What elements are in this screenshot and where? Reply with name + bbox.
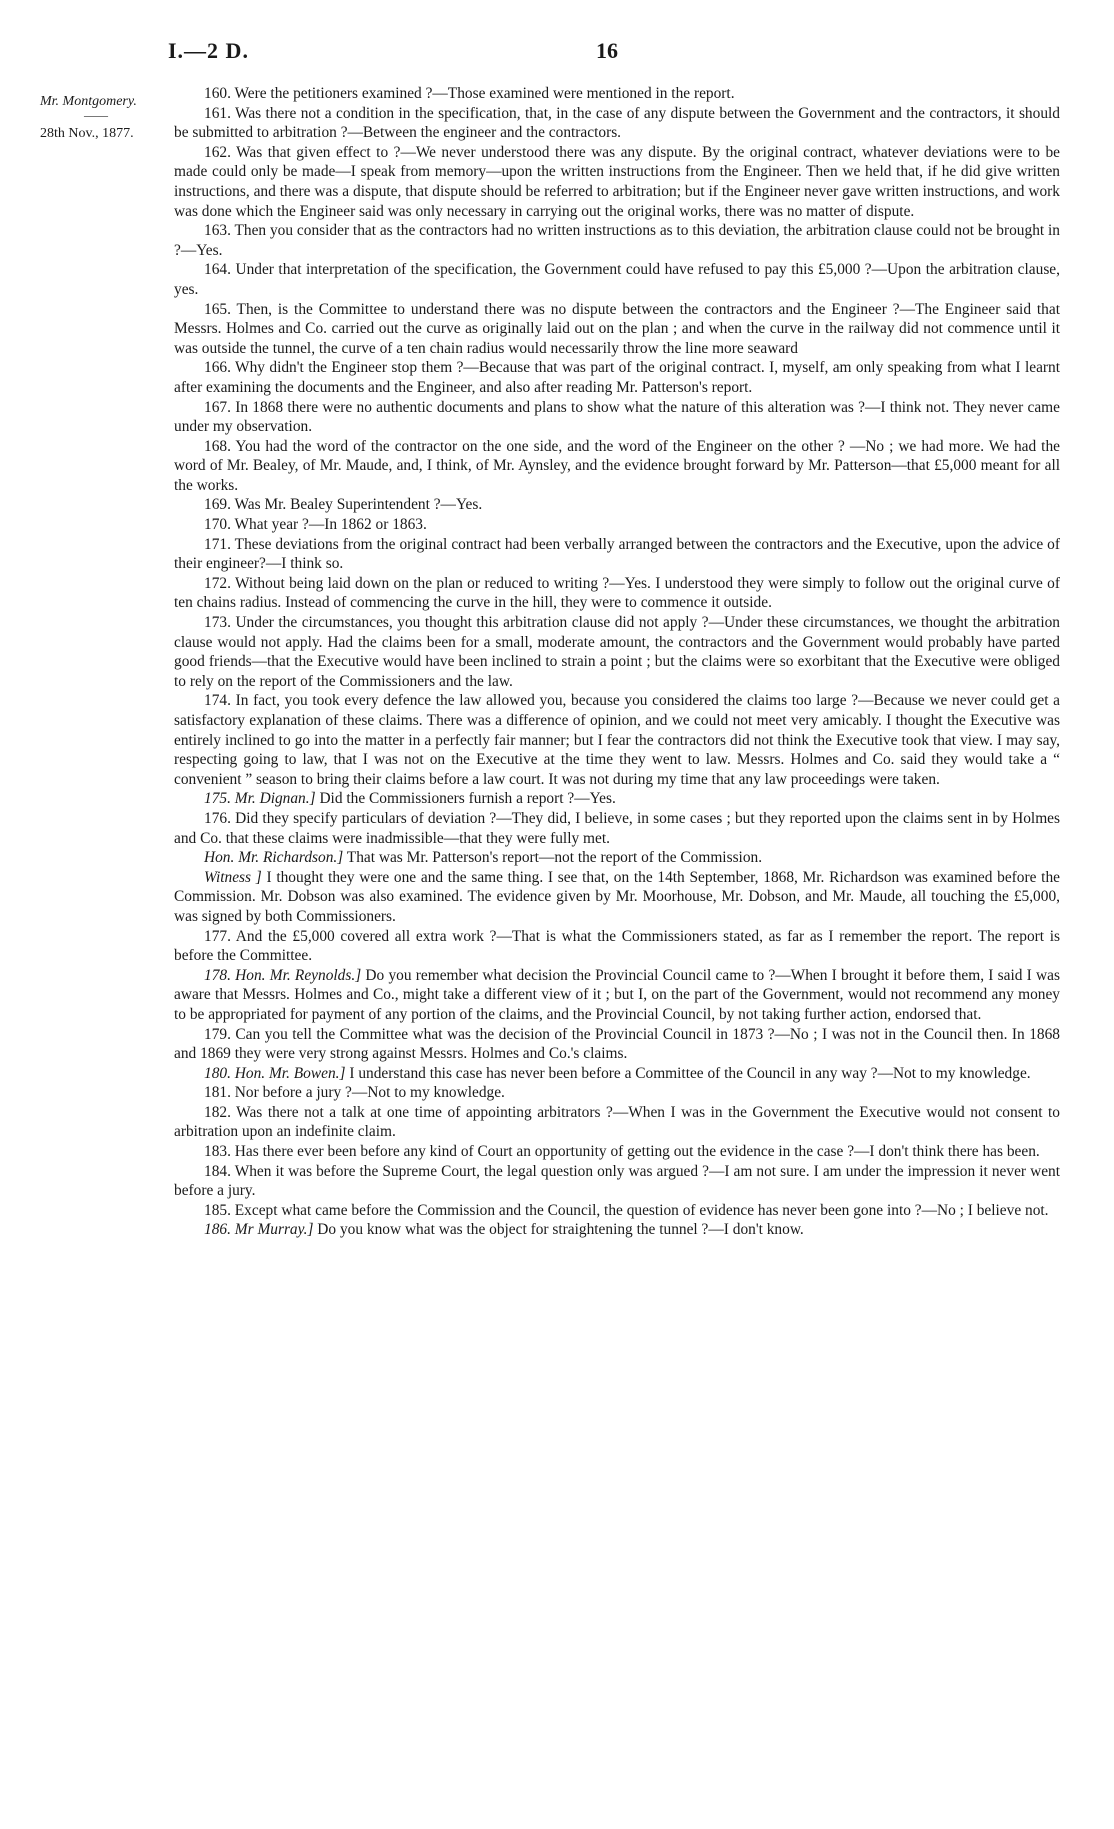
margin-separator: —— [84,108,108,122]
paragraph-167: 167. In 1868 there were no authentic documents and plans to show what the nature of this alteration was ?—I think not. They never came under my observation. [174,398,1060,436]
paragraph-173: 173. Under the circumstances, you thought this arbitration clause did not apply ?—Under these circumstances, we thought the arbitration clause would not apply. Had the claims been for a small, moderate amount, the contractors and the Government would probably have parted good friends—that the Executive would have been inclined to strain a point ; but the claims were so exorbitant that the Executive were obliged to rely on the report of the Commissioners and the law. [174,614,1060,690]
paragraph-183: 183. Has there ever been before any kind of Court an opportunity of getting out the evidence in the case ?—I don't think there has been. [204,1143,1040,1161]
paragraph-182: 182. Was there not a talk at one time of appointing arbitrators ?—When I was in the Government the Executive would not consent to arbitration upon an indefinite claim. [174,1103,1060,1141]
margin-date: 28th Nov., 1877. [40,126,134,141]
paragraph-171: 171. These deviations from the original contract had been verbally arranged between the contractors and the Executive, upon the advice of their engineer?—I think so. [174,535,1060,573]
paragraph-richardson: Hon. Mr. Richardson.] That was Mr. Patterson's report—not the report of the Commission. [204,849,763,867]
paragraph-185: 185. Except what came before the Commission and the Council, the question of evidence has never been gone into ?—No ; I believe not. [204,1201,1049,1219]
document-reference: I.—2 D. [168,38,249,63]
paragraph-186: 186. Mr Murray.] Do you know what was the object for straightening the tunnel ?—I don't know. [204,1221,804,1239]
paragraph-160: 160. Were the petitioners examined ?—Those examined were mentioned in the report. [204,85,735,102]
paragraph-177: 177. And the £5,000 covered all extra work ?—That is what the Commissioners stated, as far as I remember the report. The report is before the Committee. [174,927,1060,965]
paragraph-174: 174. In fact, you took every defence the law allowed you, because you considered the claims too large ?—Because we never could get a satisfactory explanation of these claims. There was a difference of opinion, and we could not meet very amicably. I thought the Executive was entirely inclined to go into the matter in a perfectly fair manner; but I fear the contractors did not think the Executive took that view. I may say, respecting going to law, that I was not on the Executive at the time they went to law. Messrs. Holmes and Co. said they would take a “ convenient ” season to bring their claims before a law court. It was not during my time that any law proceedings were taken. [174,692,1060,788]
paragraph-165: 165. Then, is the Committee to understand there was no dispute between the contractors and the Engineer ?—The Engineer said that Messrs. Holmes and Co. carried out the curve as originally laid out on the plan ; and when the curve in the railway did not commence until it was outside the tunnel, the curve of a ten chain radius would necessarily throw the line more seaward [174,300,1060,357]
paragraph-176: 176. Did they specify particulars of deviation ?—They did, I believe, in some cases ; but they reported upon the claims sent in by Holmes and Co. that these claims were inadmissible—that they were fully met. [174,809,1060,847]
paragraph-164: 164. Under that interpretation of the specification, the Government could have refused to pay this £5,000 ?—Upon the arbitration clause, yes. [174,261,1060,298]
paragraph-163: 163. Then you consider that as the contractors had no written instructions as to this deviation, the arbitration clause could not be brought in ?—Yes. [174,222,1060,259]
paragraph-178: 178. Hon. Mr. Reynolds.] Do you remember what decision the Provincial Council came to ?—When I brought it before them, I said I was aware that Messrs. Holmes and Co., might take a different view of it ; but I, on the part of the Government, would not recommend any money to be appropriated for payment of any portion of the claims, and the Provincial Council, by not taking further action, endorsed that. [174,966,1060,1023]
paragraph-162: 162. Was that given effect to ?—We never understood there was any dispute. By the original contract, whatever deviations were to be made could only be made—I speak from memory—upon the written instructions from the Engineer. Then we held that, if he did give written instructions, and there was a dispute, that dispute should be referred to arbitration; but if the Engineer never gave written instructions, and work was done which the Engineer said was only necessary in carrying out the original works, there was no matter of dispute. [174,143,1060,220]
paragraph-172: 172. Without being laid down on the plan or reduced to writing ?—Yes. I understood they were simply to follow out the original curve of ten chains radius. Instead of commencing the curve in the hill, they were to commence it outside. [174,574,1060,612]
paragraph-180: 180. Hon. Mr. Bowen.] I understand this case has never been before a Committee of the Council in any way ?—Not to my knowledge. [204,1064,1031,1082]
paragraph-166: 166. Why didn't the Engineer stop them ?—Because that was part of the original contract. I, myself, am only speaking from what I learnt after examining the documents and the Engineer, and also after reading Mr. Patterson's report. [174,359,1060,396]
paragraph-175: 175. Mr. Dignan.] Did the Commissioners furnish a report ?—Yes. [204,790,616,808]
paragraph-184: 184. When it was before the Supreme Court, the legal question only was argued ?—I am not sure. I am under the impression it never went before a jury. [174,1162,1060,1200]
paragraph-169: 169. Was Mr. Bealey Superintendent ?—Yes. [204,496,483,514]
paragraph-170: 170. What year ?—In 1862 or 1863. [204,516,427,534]
paragraph-181: 181. Nor before a jury ?—Not to my knowledge. [204,1084,505,1102]
margin-witness-name: Mr. Montgomery. [40,94,137,109]
paragraph-179: 179. Can you tell the Committee what was the decision of the Provincial Council in 1873 ?—No ; I was not in the Council then. In 1868 and 1869 they were very strong against Messrs. Holmes and Co.'s claims. [174,1025,1060,1063]
page-number: 16 [596,38,618,63]
paragraph-168: 168. You had the word of the contractor on the one side, and the word of the Engineer on the other ? —No ; we had more. We had the word of Mr. Bealey, of Mr. Maude, and, I think, of Mr. Aynsley, and the evidence brought forward by Mr. Patterson—that £5,000 meant for all the works. [174,437,1060,494]
evidence-body [174,84,1060,1240]
paragraph-161: 161. Was there not a condition in the specification, that, in the case of any dispute between the Government and the contractors, it should be submitted to arbitration ?—Between the engineer and the contractors. [174,104,1060,142]
paragraph-witness: Witness ] I thought they were one and the same thing. I see that, on the 14th September, 1868, Mr. Richardson was examined before the Commission. Mr. Dobson was also examined. The evidence given by Mr. Moorhouse, Mr. Dobson, and Mr. Maude, all touching the £5,000, was signed by both Commissioners. [174,868,1060,925]
